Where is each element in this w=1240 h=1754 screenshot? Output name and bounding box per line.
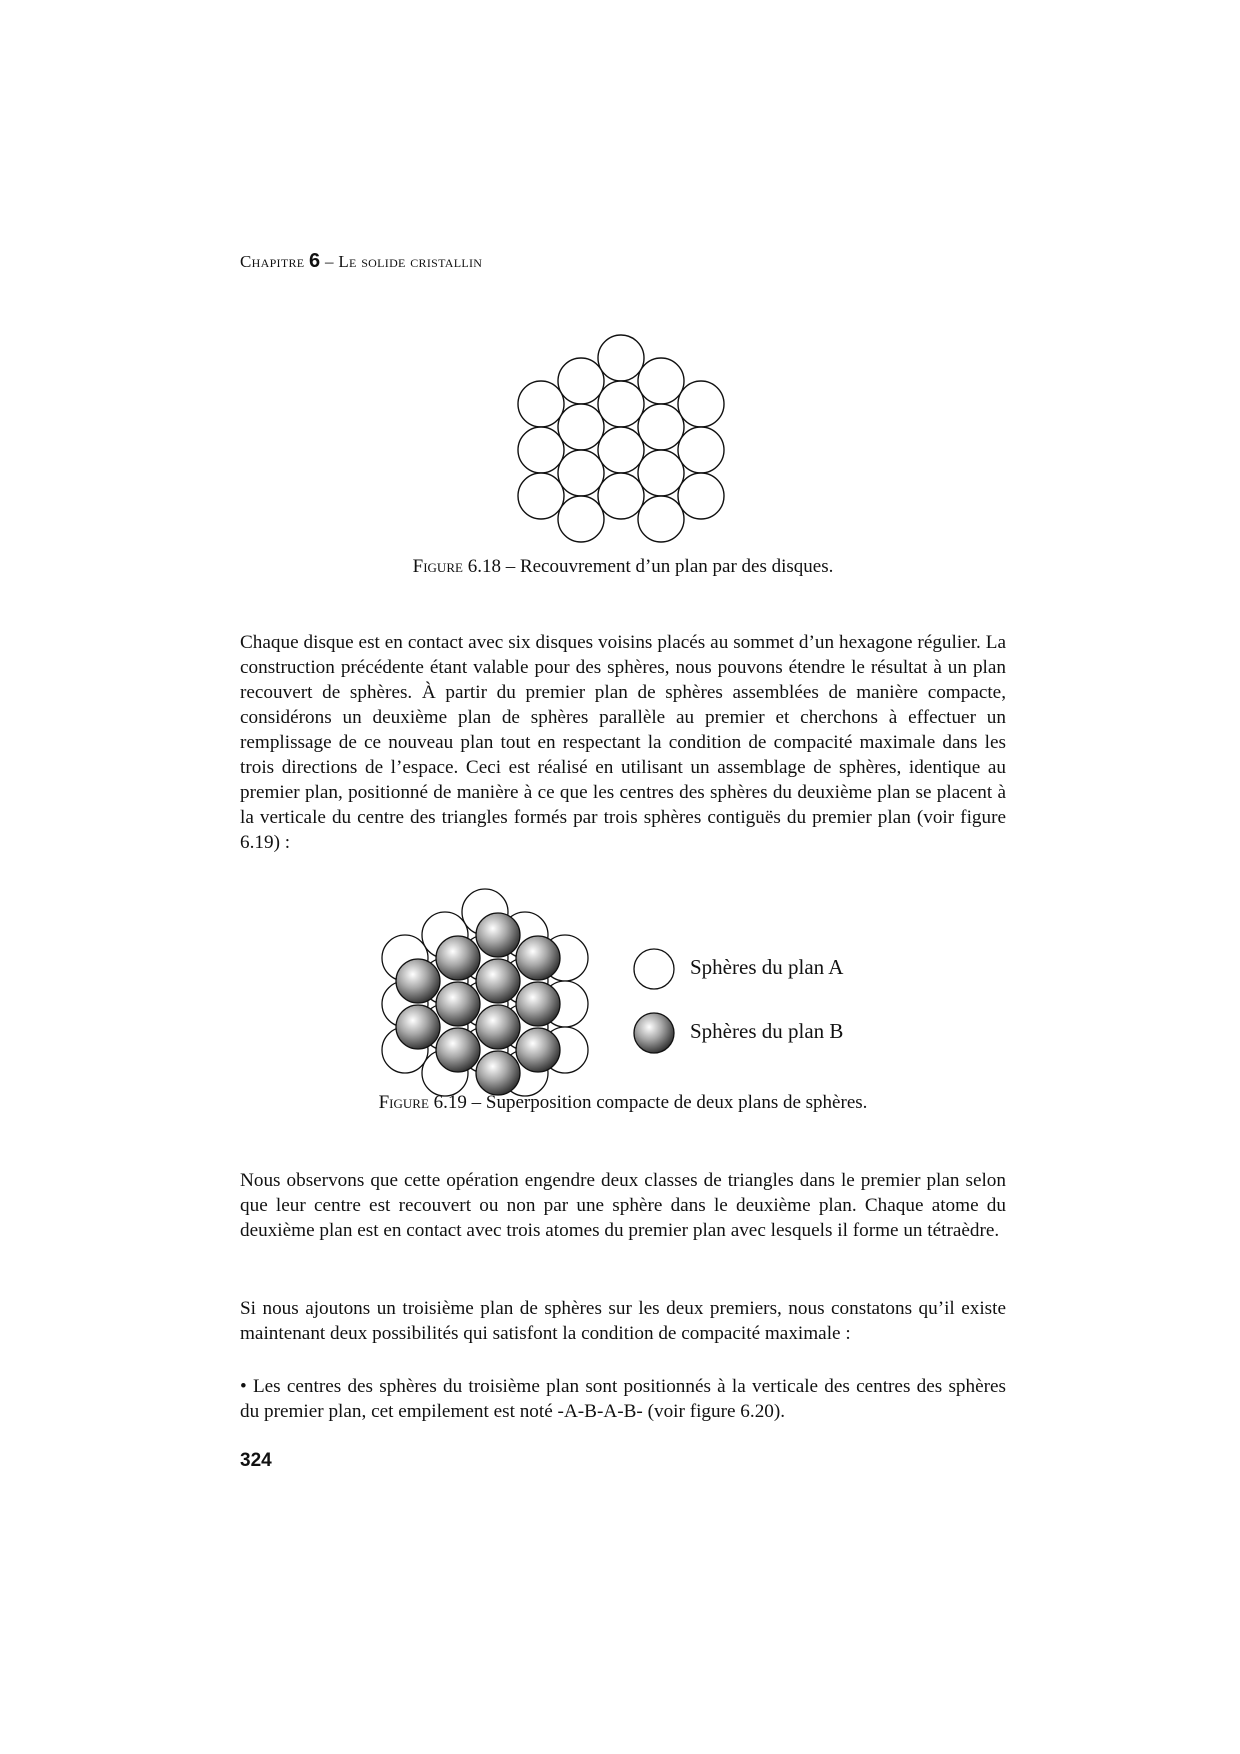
sphere-plane-b bbox=[516, 1028, 560, 1072]
header-separator: – bbox=[324, 252, 334, 271]
page-number: 324 bbox=[240, 1450, 272, 1471]
sphere-plane-b bbox=[476, 1005, 520, 1049]
chapter-word: Chapitre bbox=[240, 252, 305, 271]
legend-sphere-a-icon bbox=[634, 949, 674, 989]
sphere-plane-b bbox=[516, 982, 560, 1026]
chapter-title: Le solide cristallin bbox=[338, 252, 483, 271]
figure-caption-text: – Recouvrement d’un plan par des disques. bbox=[505, 556, 834, 577]
paragraph-1: Chaque disque est en contact avec six disques voisins placés au sommet d’un hexagone régulier. La construction précédente étant valable pour des sphères, nous pouvons étendre le résultat à un plan recouvert de sphères. À partir du premier plan de sphères assemblées de manière compacte, considérons un deuxième plan de sphères parallèle au premier et cherchons à effectuer un remplissage de ce nouveau plan tout en respectant la condition de compacité maximale dans les trois directions de l’espace. Ceci est réalisé en utilisant un assemblage de sphères, identique au premier plan, positionné de manière à ce que les centres des sphères du deuxième plan se placent à la verticale du centre des triangles formés par trois sphères contiguës du premier plan (voir figure 6.19) : bbox=[240, 632, 1006, 853]
sphere-plane-b bbox=[436, 982, 480, 1026]
sphere-plane-b bbox=[396, 1005, 440, 1049]
figure-label: Figure bbox=[412, 556, 463, 577]
paragraph-4: • Les centres des sphères du troisième plan sont positionnés à la verticale des centres des sphères du premier plan, cet empilement est noté -A-B-A-B- (voir figure 6.20). bbox=[240, 1376, 1006, 1422]
sphere-plane-b bbox=[436, 1028, 480, 1072]
figure-label: Figure bbox=[378, 1092, 429, 1113]
chapter-number: 6 bbox=[308, 250, 321, 272]
figure-caption-text: – Superposition compacte de deux plans de sphères. bbox=[471, 1092, 868, 1113]
paragraph-2: Nous observons que cette opération engendre deux classes de triangles dans le premier plan selon que leur centre est recouvert ou non par une sphère dans le deuxième plan. Chaque atome du deuxième plan est en contact avec trois atomes du premier plan avec lesquels il forme un tétraèdre. bbox=[240, 1170, 1006, 1241]
legend-label-plane-a: Sphères du plan A bbox=[690, 955, 844, 979]
sphere-plane-b bbox=[396, 959, 440, 1003]
figure-number: 6.18 bbox=[467, 556, 501, 577]
sphere-plane-b bbox=[476, 959, 520, 1003]
sphere-plane-b bbox=[476, 913, 520, 957]
figure-number: 6.19 bbox=[433, 1092, 467, 1113]
figure-6-19-caption bbox=[240, 1092, 1006, 1114]
sphere-plane-b bbox=[516, 936, 560, 980]
sphere-plane-b bbox=[436, 936, 480, 980]
legend-sphere-b-icon bbox=[634, 1013, 674, 1053]
legend-label-plane-b: Sphères du plan B bbox=[690, 1019, 844, 1043]
paragraph-3: Si nous ajoutons un troisième plan de sphères sur les deux premiers, nous constatons qu’il existe maintenant deux possibilités qui satisfont la condition de compacité maximale : bbox=[240, 1298, 1006, 1344]
sphere-plane-b bbox=[476, 1051, 520, 1095]
